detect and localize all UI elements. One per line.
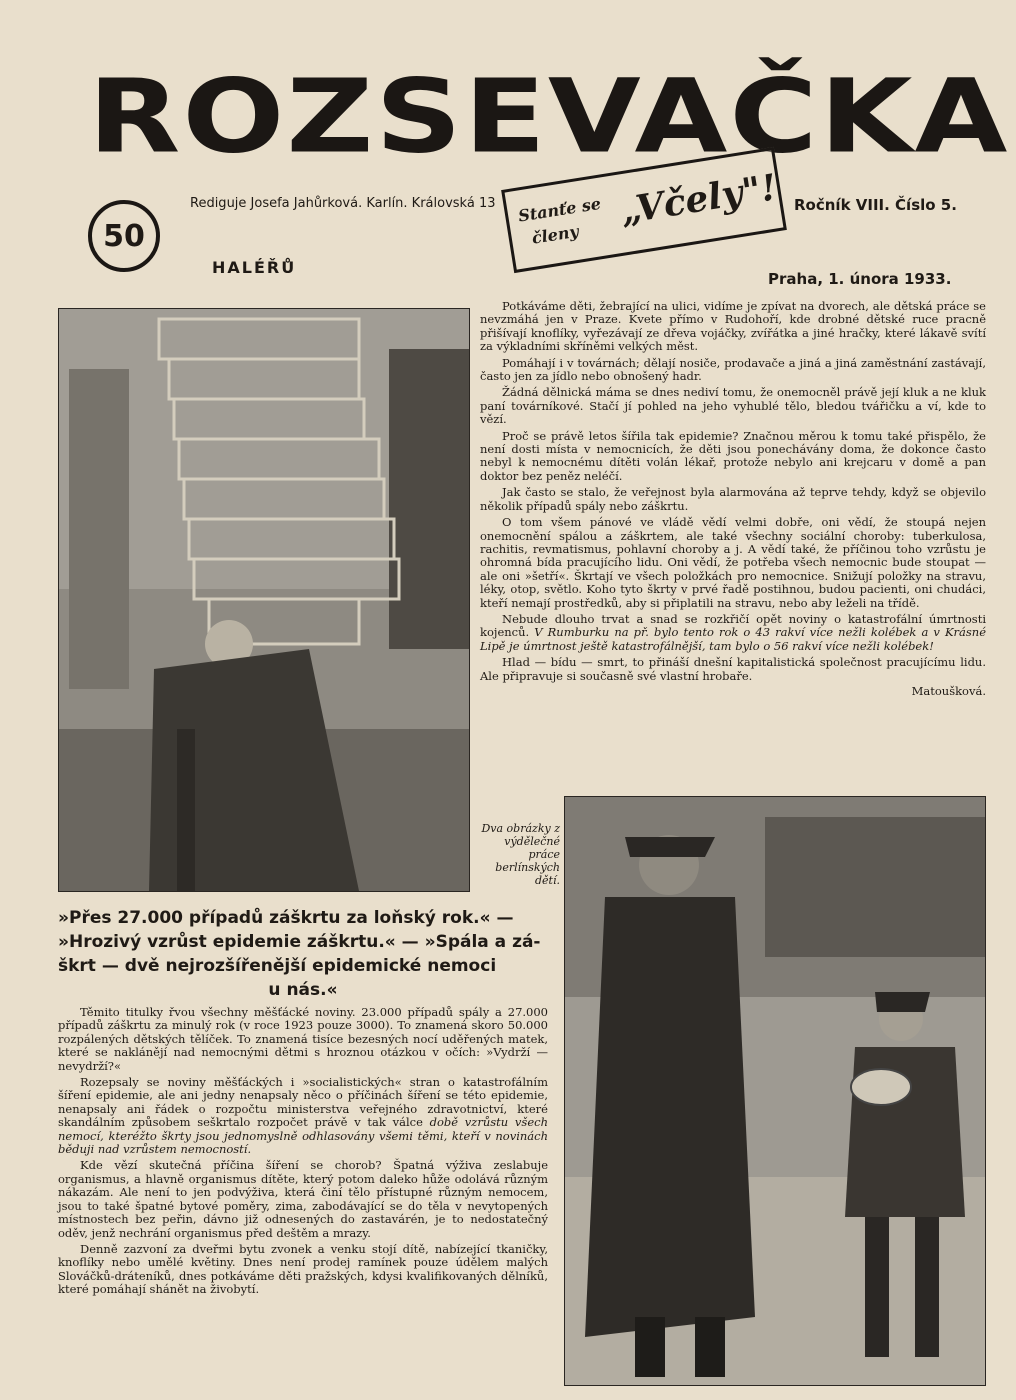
headline-line-4: u nás.« bbox=[268, 980, 338, 1000]
article2-p2-text: Rozepsaly se noviny měšťáckých i »socialistických« stran o katastrofálním šíření epidemie, ale ani jedny nenapsaly něco o příčinách šíření se této epidemie, nenapsaly ani řádek o rozpočtu ministerstva veřejného zdravotnictví, které skandálním způsobem seškrtalo rozpočet právě v tak válce bbox=[58, 1075, 548, 1130]
article1-paragraph-1: Potkáváme děti, žebrající na ulici, vidíme je zpívat na dvorech, ale dětská práce se nevzmáhá jen v Praze. Kvete přímo v Rudohoří, kde drobné dětské ruce pracně přišívají knoflíky, vyřezávají ze dřeva vojáčky, zvířátka a jiné hračky, které lákavě svítí za výkladními skříněmi velkých měst. bbox=[480, 299, 986, 354]
article1-signature: Matoušková. bbox=[911, 683, 986, 698]
photo-child-with-baskets bbox=[58, 308, 470, 892]
headline-line-3: škrt — dvě nejrozšířenější epidemické nemoci bbox=[58, 956, 497, 976]
dateline: Praha, 1. února 1933. bbox=[768, 270, 952, 288]
photo-caption: Dva obrázky z výdělečné práce berlínských dětí. bbox=[481, 822, 560, 887]
article1-p7-italic: V Rumburku na př. bylo tento rok o 43 rakví více nežli kolébek a v Krásné Lipě je úmrtnost ještě katastrofálnější, tam bylo o 56 rakví více nežli kolébek! bbox=[480, 625, 987, 653]
article2-paragraph-2 bbox=[58, 1076, 548, 1156]
article1-paragraph-5: Jak často se stalo, že veřejnost byla alarmována až teprve tehdy, když se objevilo několik případů spály nebo záškrtu. bbox=[480, 485, 986, 513]
issue-number: Ročník VIII. Číslo 5. bbox=[794, 196, 957, 214]
article1-paragraph-6: O tom všem pánové ve vládě vědí velmi dobře, oni vědí, že stoupá nejen onemocnění spálou a záškrtem, ale také všechny sociální choroby: tuberkulosa, rachitis, revmatismus, pohlavní choroby a j. A vědí také, že příčinou toho vzrůstu je ohromná bída pracujícího lidu. Oni vědí, že potřeba všech nemocnic bude stoupat — ale oni »šetří«. Škrtají ve všech položkách pro nemocnice. Snižují položky na stravu, léky, otop, světlo. Koho tyto škrty v prvé řadě postihnou, budou pacienti, oni chudáci, kteří nemají prostředků, aby si připlatili na stravu, nebo aby leželi na třídě. bbox=[480, 515, 986, 610]
article2-headline bbox=[58, 906, 548, 1002]
headline-line-1: »Přes 27.000 případů záškrtu za loňský rok.« — bbox=[58, 908, 514, 928]
stamp-line-1: Stanťe se bbox=[516, 193, 603, 226]
headline-line-2: »Hrozivý vzrůst epidemie záškrtu.« — »Spála a zá- bbox=[58, 932, 541, 952]
article1-paragraph-8: Hlad — bídu — smrt, to přináší dnešní kapitalistická společnost pracujícímu lidu. Ale připravuje si současně své vlastní hrobaře. bbox=[480, 655, 986, 683]
article2-paragraph-4: Denně zazvoní za dveřmi bytu zvonek a venku stojí dítě, nabízející tkaničky, knoflíky nebo umělé květiny. Dnes není prodej ramínek pouze údělem malých Slováčků-dráteníků, dnes potkáváme děti pražských, kdysi kvalifikovaných dělníků, které pomáhají shánět na živobytí. bbox=[58, 1241, 548, 1297]
price-value: 50 bbox=[103, 218, 145, 254]
article1-paragraph-2: Pomáhají i v továrnách; dělají nosiče, prodavače a jiná a jiná zaměstnání zastávají, často jen za jídlo nebo obnošený hadr. bbox=[480, 355, 986, 384]
price-badge bbox=[88, 200, 160, 272]
photo-man-and-boy-trumpets bbox=[564, 796, 986, 1386]
article1-p7-text: Nebude dlouho trvat a snad se rozkřičí opět noviny o katastrofální úmrtnosti kojenců. bbox=[480, 611, 986, 640]
article1-paragraph-3: Žádná dělnická máma se dnes nediví tomu, že onemocněl právě její kluk a ne kluk paní továrníkové. Stačí jí pohled na jeho vyhublé tělo, bledou tvářičku a ví, kde to vězí. bbox=[480, 385, 986, 427]
article-child-labour bbox=[480, 300, 986, 698]
price-unit: HALÉŘŮ bbox=[212, 258, 297, 277]
article2-p2-italic: době vzrůstu všech nemocí, kteréžto škrty jsou jednomyslně odhlasovány všemi těmi, kteří v novinách běduji nad vzrůstem nemocností. bbox=[58, 1115, 548, 1157]
masthead-title: ROZSEVAČKA bbox=[88, 57, 1010, 176]
stamp-line-2: členy bbox=[530, 221, 580, 248]
article2-paragraph-1: Těmito titulky řvou všechny měšťácké noviny. 23.000 případů spály a 27.000 případů záškrtu za minulý rok (v roce 1923 pouze 3000). To znamená skoro 50.000 rozpálených dětských tělíček. To znamená tisíce bezesných nocí uděřených matek, které se naklánějí nad nemocnými dětmi s hroznou otázkou v očích: »Vydrží — nevydrží?« bbox=[58, 1005, 548, 1073]
stamp-big: „Včely"! bbox=[617, 166, 780, 233]
article1-paragraph-4: Proč se právě letos šířila tak epidemie? Značnou měrou k tomu také přispělo, že není dosti místa v nemocnicích, že děti jsou ponechávány doma, že dokonce často nebyl k nemocnému dítěti volán lékař, protože nebylo ani krejcaru v domě a pan doktor bez peněz neléčí. bbox=[480, 428, 986, 483]
article2-paragraph-3: Kde vězí skutečná příčina šíření se chorob? Špatná výživa zeslabuje organismus, a hlavně organismus dítěte, který potom daleko hůže odolává různým nákazám. Ale není to jen podvýživa, která činí tělo přístupné různým nemocem, jsou to také špatné bytové poměry, zima, zabodávající se do těla v nevytopených místnostech bez peřin, dávno již odnesených do zastavárén, je to nedostatečný oděv, jenž nechrání organismus před deštěm a mrazy. bbox=[58, 1158, 548, 1240]
editor-line: Rediguje Josefa Jahůrková. Karlín. Královská 13 bbox=[190, 196, 496, 211]
article1-paragraph-7 bbox=[480, 613, 986, 653]
article-epidemic bbox=[58, 1006, 548, 1300]
